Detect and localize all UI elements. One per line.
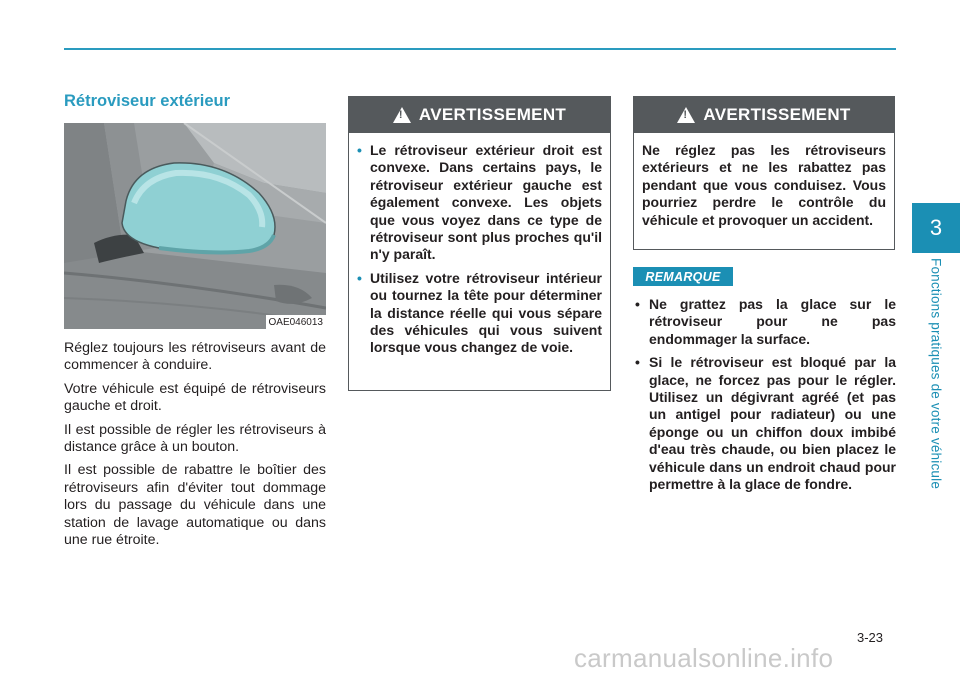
section-title: Rétroviseur extérieur <box>64 92 230 110</box>
warning-box-mirrors-convex <box>348 96 611 391</box>
paragraph: Il est possible de régler les rétroviseurs à distance grâce à un bouton. <box>64 421 326 456</box>
list-item <box>633 296 896 348</box>
page-number: 3-23 <box>857 630 884 645</box>
warning-header <box>634 97 894 133</box>
paragraph: Votre véhicule est équipé de rétroviseurs gauche et droit. <box>64 380 326 415</box>
chapter-number: 3 <box>929 215 943 240</box>
warning-body <box>634 133 894 229</box>
list-item <box>357 142 602 264</box>
remark-list <box>633 296 896 499</box>
remark-text: Si le rétroviseur est bloqué par la glace, ne forcez pas pour le régler. Utilisez un dégivrant agréé (et pas un antigel pour radiateur) ou une éponge ou un chiffon doux imbibé d'eau très chaude, ou bien placez le véhicule dans un endroit chaud pour permettre à la glace de fondre. <box>649 354 896 493</box>
warning-triangle-icon <box>677 107 695 123</box>
bullet-icon: • <box>635 354 640 371</box>
bullet-icon: • <box>357 269 362 286</box>
chapter-tab[interactable] <box>912 203 960 253</box>
warning-header <box>349 97 610 133</box>
warning-bullet-text: Utilisez votre rétroviseur intérieur ou tournez la tête pour déterminer la distance réelle qui vous sépare des véhicules qui vous suivent lorsque vous changez de voie. <box>370 269 602 356</box>
list-item <box>633 354 896 493</box>
warning-triangle-icon <box>393 107 411 123</box>
bullet-icon: • <box>357 142 362 158</box>
watermark: carmanualsonline.info <box>574 643 834 673</box>
header-rule <box>64 48 896 50</box>
chapter-title: Fonctions pratiques de votre véhicule <box>928 258 944 490</box>
paragraph: Il est possible de rabattre le boîtier des rétroviseurs afin d'éviter tout dommage lors du passage du véhicule dans une station de lavage automatique ou dans une rue étroite. <box>64 462 326 549</box>
paragraph: Réglez toujours les rétroviseurs avant de commencer à conduire. <box>64 340 326 374</box>
warning-box-driving <box>633 96 895 250</box>
remark-text: Ne grattez pas la glace sur le rétroviseur pour ne pas endommager la surface. <box>649 296 896 347</box>
mirror-illustration <box>64 123 326 329</box>
list-item <box>357 270 602 357</box>
warning-text: Ne réglez pas les rétroviseurs extérieurs et ne les rabattez pas pendant que vous conduisez. Vous pourriez perdre le contrôle du véhicule et provoquer un accident. <box>642 142 886 228</box>
warning-body <box>349 133 610 357</box>
warning-heading: AVERTISSEMENT <box>703 105 851 124</box>
mirror-figure <box>64 123 326 329</box>
warning-heading: AVERTISSEMENT <box>418 105 567 124</box>
warning-bullet-text: Le rétroviseur extérieur droit est convexe. Dans certains pays, le rétroviseur extérieur gauche est également convexe. Les objets que vous voyez dans ce type de rétroviseur sont plus proches qu'il n'y paraît. <box>370 142 602 263</box>
remark-badge: REMARQUE <box>633 267 733 286</box>
figure-code: OAE046013 <box>266 315 327 329</box>
bullet-icon: • <box>635 296 640 312</box>
body-text <box>64 340 326 555</box>
